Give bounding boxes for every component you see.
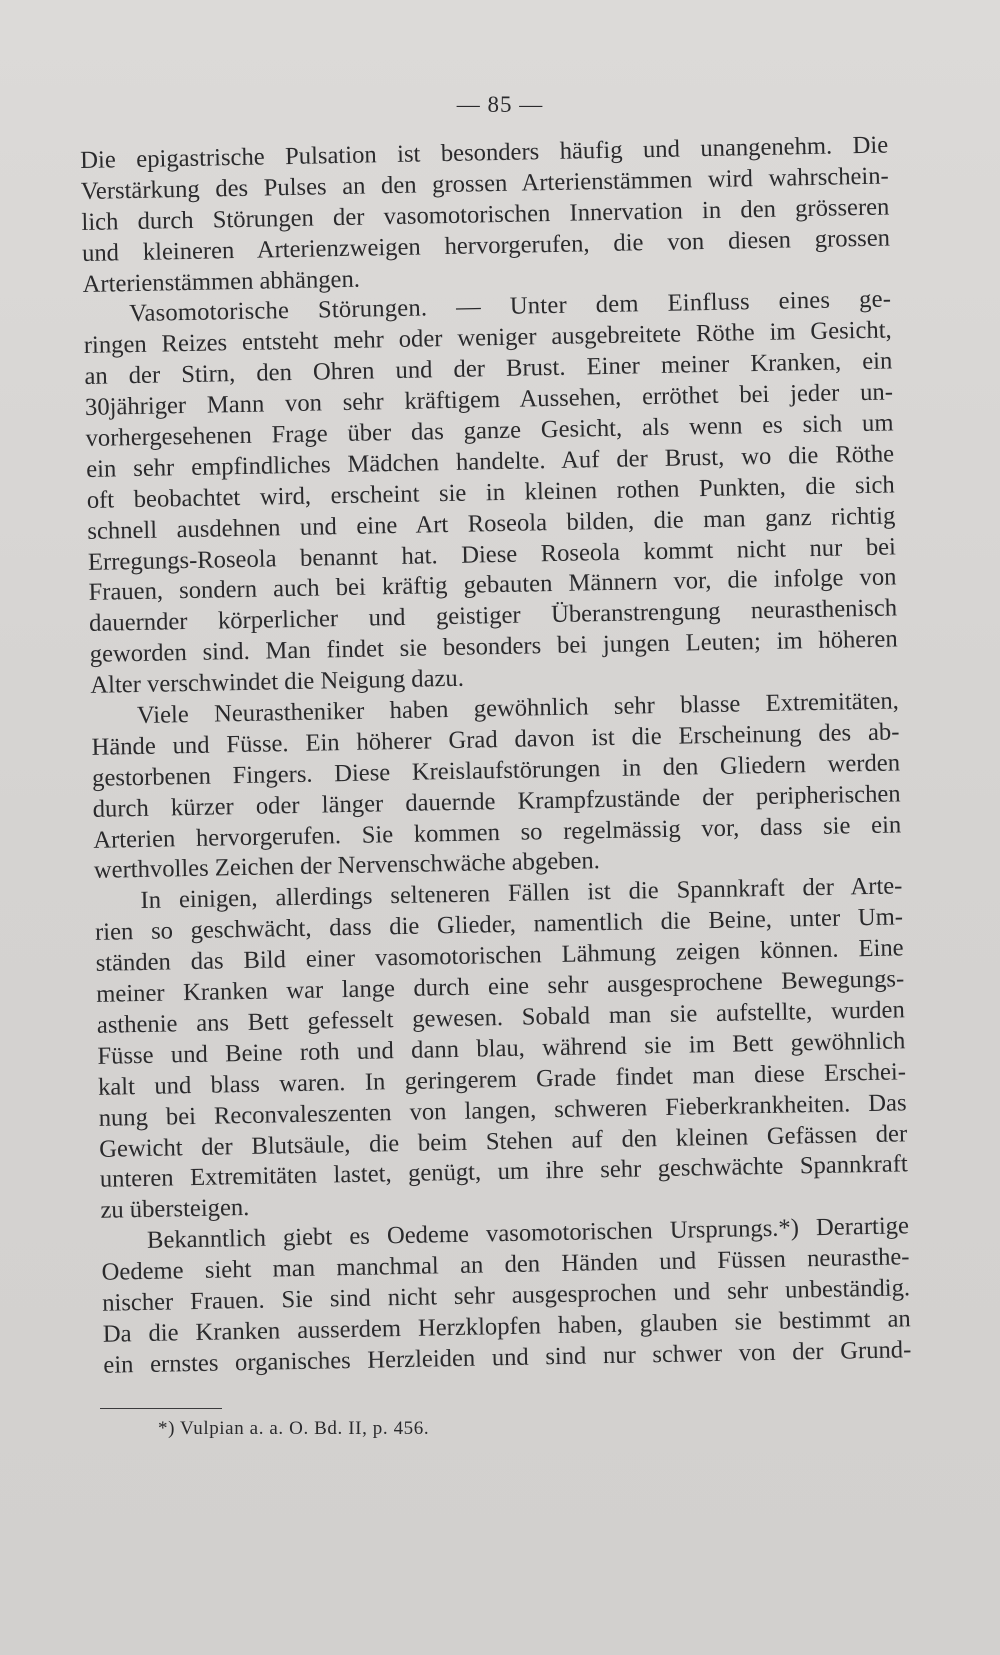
text-line: In einigen, allerdings selteneren Fällen ist die Spannkraft der Arte-: [140, 872, 903, 915]
text-line: ständen das Bild einer vasomotorischen Lähmung zeigen können. Eine: [95, 934, 904, 978]
text-line: ringen Reizes entsteht mehr oder weniger ausgebreitete Röthe im Gesicht,: [83, 316, 892, 360]
text-line: Viele Neurastheniker haben gewöhnlich sehr blasse Extremitäten,: [136, 687, 900, 730]
footnote-divider: [100, 1408, 222, 1409]
text-line: Verstärkung des Pulses an den grossen Arterienstämmen wird wahrschein-: [80, 162, 889, 205]
text-line: Da die Kranken ausserdem Herzklopfen haben, glauben sie bestimmt an: [102, 1305, 911, 1348]
text-line: zu übersteigen.: [100, 1194, 250, 1225]
text-line: und kleineren Arterienzweigen hervorgerufen, die von diesen grossen: [81, 224, 891, 267]
text-line: unteren Extremitäten lastet, genügt, um ihre sehr geschwächte Spannkraft: [99, 1150, 908, 1194]
text-line: Die epigastrische Pulsation ist besonders häufig und unangenehm. Die: [80, 131, 889, 174]
body-text: [80, 130, 912, 1381]
text-line: an der Stirn, den Ohren und der Brust. Einer meiner Kranken, ein: [84, 347, 893, 391]
text-line: schnell ausdehnen und eine Art Roseola bilden, die man ganz richtig: [87, 502, 896, 545]
text-line: gestorbenen Fingers. Diese Kreislaufstörungen in den Gliedern werden: [91, 749, 901, 792]
text-line: 30jähriger Mann von sehr kräftigem Aussehen, erröthet bei jeder un-: [84, 378, 894, 422]
text-line: Arterien hervorgerufen. Sie kommen so regelmässig vor, dass sie ein: [93, 810, 902, 854]
text-line: werthvolles Zeichen der Nervenschwäche abgeben.: [93, 847, 601, 885]
text-line: ein ernstes organisches Herzleiden und sind nur schwer von der Grund-: [103, 1336, 912, 1379]
text-line: Bekanntlich giebt es Oedeme vasomotorischen Ursprungs.*) Derartige: [146, 1212, 910, 1255]
text-line: lich durch Störungen der vasomotorischen Innervation in den grösseren: [81, 193, 890, 236]
text-line: Erregungs-Roseola benannt hat. Diese Roseola kommt nicht nur bei: [87, 532, 897, 576]
text-line: nung bei Reconvaleszenten von langen, schweren Fieberkrankheiten. Das: [98, 1088, 907, 1132]
text-line: rien so geschwächt, dass die Glieder, namentlich die Beine, unter Um-: [94, 903, 904, 947]
text-line: vorhergesehenen Frage über das ganze Gesicht, als wenn es sich um: [85, 409, 894, 452]
text-line: geworden sind. Man findet sie besonders bei jungen Leuten; im höheren: [89, 625, 898, 669]
text-line: kalt und blass waren. In geringerem Grade findet man diese Erschei-: [97, 1058, 907, 1101]
text-line: meiner Kranken war lange durch eine sehr ausgesprochene Bewegungs-: [96, 965, 905, 1008]
text-line: ein sehr empfindliches Mädchen handelte. Auf der Brust, wo die Röthe: [85, 440, 895, 483]
text-line: oft beobachtet wird, erscheint sie in kleinen rothen Punkten, die sich: [86, 471, 895, 514]
text-line: Oedeme sieht man manchmal an den Händen und Füssen neurasthe-: [101, 1243, 910, 1286]
text-line: durch kürzer oder länger dauernde Krampfzustände der peripherischen: [92, 780, 901, 823]
text-line: nischer Frauen. Sie sind nicht sehr ausgesprochen und sehr unbeständig.: [101, 1274, 911, 1317]
footnote: *) Vulpian a. a. O. Bd. II, p. 456.: [158, 1418, 430, 1439]
text-line: Arterienstämmen abhängen.: [82, 265, 361, 298]
text-line: Füsse und Beine roth und dann blau, während sie im Bett gewöhnlich: [97, 1027, 906, 1070]
text-line: dauernder körperlicher und geistiger Überanstrengung neurasthenisch: [88, 594, 898, 638]
text-line: Frauen, sondern auch bei kräftig gebauten Männern vor, die infolge von: [88, 563, 897, 607]
section-heading-line: Vasomotorische Störungen. — Unter dem Einfluss eines ge-: [128, 285, 892, 328]
text-line: Hände und Füsse. Ein höherer Grad davon ist die Erscheinung des ab-: [91, 718, 900, 761]
text-line: asthenie ans Bett gefesselt gewesen. Sobald man sie aufstellte, wurden: [96, 996, 905, 1039]
page-number: — 85 —: [456, 92, 544, 117]
text-line: Gewicht der Blutsäule, die beim Stehen auf den kleinen Gefässen der: [98, 1119, 908, 1163]
text-line: Alter verschwindet die Neigung dazu.: [90, 664, 465, 700]
